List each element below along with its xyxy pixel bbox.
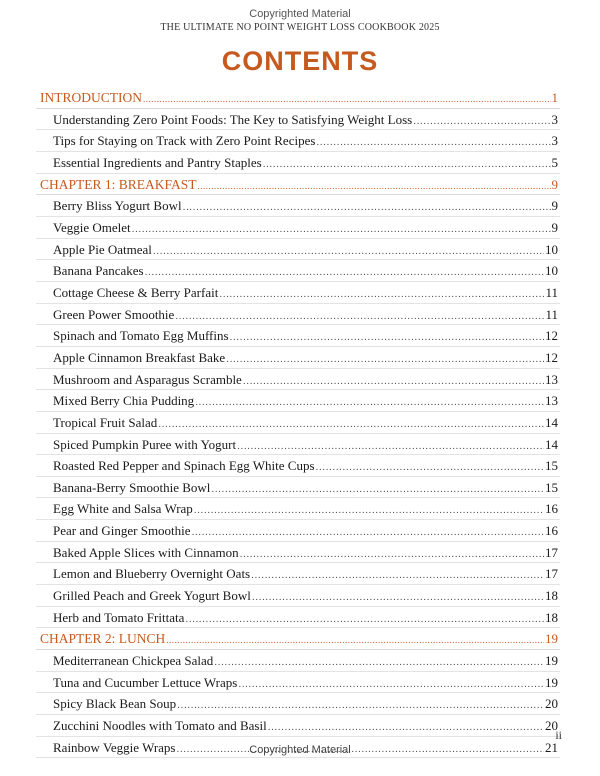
dot-leader [240, 545, 544, 566]
toc-title: Baked Apple Slices with Cinnamon [53, 544, 239, 560]
toc-page-number: 16 [545, 523, 558, 539]
toc-page-number: 18 [545, 588, 558, 604]
toc-chapter-row[interactable] [36, 87, 560, 109]
toc-entry-row[interactable] [36, 412, 560, 434]
toc-entry-row[interactable] [36, 369, 560, 391]
toc-page-number: 13 [545, 371, 558, 387]
toc-title: Tips for Staying on Track with Zero Point Recipes [53, 133, 316, 149]
toc-title: INTRODUCTION [40, 90, 142, 105]
contents-heading: CONTENTS [221, 46, 379, 76]
dot-leader [230, 328, 544, 349]
toc-entry-row[interactable] [36, 347, 560, 369]
toc-page-number: 12 [545, 349, 558, 365]
toc-entry-row[interactable] [36, 109, 560, 131]
toc-entry-row[interactable] [36, 195, 560, 217]
toc-title: Banana Pancakes [53, 263, 144, 279]
toc-title: Pear and Ginger Smoothie [53, 523, 191, 539]
dot-leader [175, 307, 544, 328]
toc-page-number: 19 [545, 631, 558, 647]
dot-leader [211, 480, 544, 501]
toc-title: Zucchini Noodles with Tomato and Basil [53, 718, 267, 734]
toc-page-number: 20 [545, 718, 558, 734]
dot-leader [238, 675, 544, 696]
dot-leader [268, 718, 544, 739]
toc-page-number: 14 [545, 414, 558, 430]
dot-leader [214, 653, 544, 674]
toc-title: CHAPTER 2: LUNCH [40, 631, 166, 647]
toc-page-number: 3 [551, 133, 558, 149]
toc-title: Egg White and Salsa Wrap [53, 501, 193, 517]
toc-entry-row[interactable] [36, 520, 560, 542]
dot-leader [316, 458, 544, 479]
toc-page-number: 19 [545, 674, 558, 690]
toc-page-number: 9 [551, 219, 558, 235]
toc-title: Essential Ingredients and Pantry Staples [53, 154, 262, 170]
toc-page-number: 10 [545, 263, 558, 279]
toc-entry-row[interactable] [36, 650, 560, 672]
toc-title: Mediterranean Chickpea Salad [53, 653, 214, 669]
toc-page-number: 9 [551, 176, 558, 192]
toc-entry-row[interactable] [36, 304, 560, 326]
toc-title: Green Power Smoothie [53, 306, 175, 322]
toc-entry-row[interactable] [36, 217, 560, 239]
toc-page-number: 16 [545, 501, 558, 517]
dot-leader [195, 393, 544, 414]
dot-leader [226, 350, 544, 371]
toc-title: Tuna and Cucumber Lettuce Wraps [53, 674, 238, 690]
toc-title: Veggie Omelet [53, 219, 131, 235]
dot-leader [263, 155, 551, 176]
toc-title: Spinach and Tomato Egg Muffins [53, 328, 229, 344]
toc-title: Lemon and Blueberry Overnight Oats [53, 566, 251, 582]
toc-title: Understanding Zero Point Foods: The Key to Satisfying Weight Loss [53, 111, 413, 127]
dot-leader [243, 372, 544, 393]
toc-page-number: 15 [545, 458, 558, 474]
toc-title: Apple Cinnamon Breakfast Bake [53, 349, 226, 365]
toc-title: Banana-Berry Smoothie Bowl [53, 479, 211, 495]
dot-leader [198, 176, 551, 197]
toc-title: Mixed Berry Chia Pudding [53, 393, 195, 409]
toc-title: CHAPTER 1: BREAKFAST [40, 176, 197, 192]
toc-entry-row[interactable] [36, 498, 560, 520]
dot-leader [252, 588, 544, 609]
toc-chapter-row[interactable] [36, 174, 560, 196]
toc-title: Cottage Cheese & Berry Parfait [53, 284, 219, 300]
toc-entry-row[interactable] [36, 130, 560, 152]
toc-page-number: 18 [545, 609, 558, 625]
toc-page-number: 13 [545, 393, 558, 409]
toc-page-number: 14 [545, 436, 558, 452]
toc-page-number: 10 [545, 241, 558, 257]
toc-title: Berry Bliss Yogurt Bowl [53, 198, 182, 214]
toc-title: Apple Pie Oatmeal [53, 241, 152, 257]
toc-page-number: 12 [545, 328, 558, 344]
dot-leader [132, 220, 551, 241]
dot-leader [316, 133, 550, 154]
dot-leader [153, 242, 544, 263]
dot-leader [143, 89, 551, 110]
toc-entry-row[interactable] [36, 239, 560, 261]
toc-page-number: 3 [551, 111, 558, 127]
toc-title: Tropical Fruit Salad [53, 414, 158, 430]
toc-page-number: 1 [551, 90, 558, 105]
toc-page-number: 19 [545, 653, 558, 669]
book-title: THE ULTIMATE NO POINT WEIGHT LOSS COOKBOOK 2025 [160, 22, 440, 33]
toc-entry-row[interactable] [36, 607, 560, 629]
toc-page-number: 15 [545, 479, 558, 495]
toc-title: Herb and Tomato Frittata [53, 609, 185, 625]
toc-title: Mushroom and Asparagus Scramble [53, 371, 242, 387]
toc-entry-row[interactable] [36, 152, 560, 174]
toc-entry-row[interactable] [36, 477, 560, 499]
toc-entry-row[interactable] [36, 672, 560, 694]
toc-page-number: 20 [545, 696, 558, 712]
dot-leader [185, 610, 544, 631]
toc-entry-row[interactable] [36, 563, 560, 585]
toc-entry-row[interactable] [36, 542, 560, 564]
toc-entry-row[interactable] [36, 455, 560, 477]
table-of-contents [36, 87, 560, 758]
toc-chapter-row[interactable] [36, 628, 560, 650]
toc-page-number: 11 [545, 284, 558, 300]
toc-page-number: 5 [551, 154, 558, 170]
toc-entry-row[interactable] [36, 282, 560, 304]
toc-entry-row[interactable] [36, 715, 560, 737]
toc-page-number: 11 [545, 306, 558, 322]
toc-entry-row[interactable] [36, 434, 560, 456]
toc-entry-row[interactable] [36, 325, 560, 347]
toc-title: Spicy Black Bean Soup [53, 696, 177, 712]
dot-leader [183, 198, 551, 219]
watermark-top: Copyrighted Material [249, 8, 351, 20]
dot-leader [192, 523, 544, 544]
toc-page-number: 17 [545, 566, 558, 582]
dot-leader [219, 285, 544, 306]
watermark-bottom: Copyrighted Material [249, 744, 351, 756]
dot-leader [413, 112, 550, 133]
toc-title: Spiced Pumpkin Puree with Yogurt [53, 436, 237, 452]
dot-leader [251, 566, 544, 587]
toc-title: Roasted Red Pepper and Spinach Egg White Cups [53, 458, 315, 474]
toc-page-number: 17 [545, 544, 558, 560]
toc-title: Rainbow Veggie Wraps [53, 739, 176, 755]
toc-title: Grilled Peach and Greek Yogurt Bowl [53, 588, 251, 604]
dot-leader [194, 501, 544, 522]
dot-leader [166, 630, 544, 651]
toc-page-number: 21 [545, 739, 558, 755]
toc-page-number: 9 [551, 198, 558, 214]
toc-entry-row[interactable] [36, 390, 560, 412]
toc-entry-row[interactable] [36, 585, 560, 607]
page-number: ii [555, 728, 562, 742]
toc-entry-row[interactable] [36, 260, 560, 282]
toc-entry-row[interactable] [36, 693, 560, 715]
